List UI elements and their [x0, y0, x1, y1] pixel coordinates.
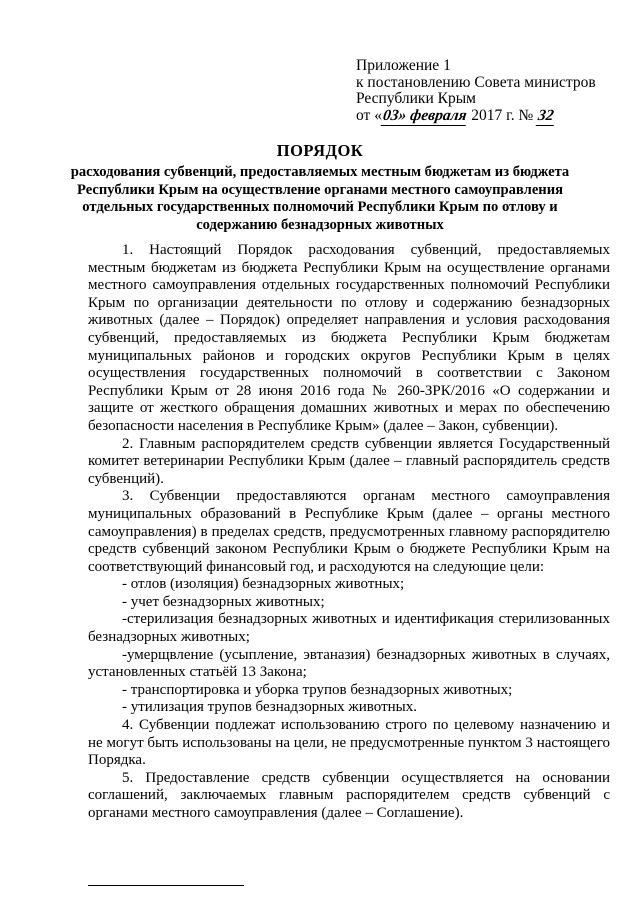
appendix-council: Республики Крым — [356, 90, 476, 107]
list-item: -умерщвление (усыпление, эвтаназия) безнадзорных животных в случаях, установленных статьёй 13 Закона; — [88, 646, 610, 681]
date-prefix: от « — [356, 106, 382, 124]
list-item: - транспортировка и уборка трупов безнадзорных животных; — [122, 681, 513, 698]
footnote-separator — [88, 885, 244, 886]
document-title: ПОРЯДОК — [276, 141, 364, 160]
handwritten-date: 03» февраля — [381, 106, 468, 124]
paragraph-3: 3. Субвенции предоставляются органам местного самоуправления муниципальных образований в Республике Крым (далее – органы местного самоуправления) в пределах средств, предусмотренных главному распорядителю средств субвенций законом Республики Крым о бюджете Республики Крым на соответствующий финансовый год, и расходуются на следующие цели: — [88, 488, 610, 575]
paragraph-1: 1. Настоящий Порядок расходования субвенций, предоставляемых местным бюджетам из бюджета Республики Крым на осуществление органами местного самоуправления отдельных государственных полномочий Республики Крым по организации деятельности по отлову и содержанию безнадзорных животных (далее – Порядок) определяет направления и условия расходования субвенций, предоставляемых из бюджета Республики Крым бюджетам муниципальных районов и городских округов Республики Крым в целях осуществления государственных полномочий в соответствии с Законом Республики Крым от 28 июня 2016 года № 260-ЗРК/2016 «О содержании и защите от жесткого обращения домашних животных и мерах по обеспечению безопасности населения в Республике Крым» (далее – Закон, субвенции). — [88, 242, 610, 434]
appendix-header — [356, 58, 626, 125]
paragraph-5: 5. Предоставление средств субвенции осуществляется на основании соглашений, заключаемых главным распорядителем средств субвенций с органами местного самоуправления (далее – Соглашение). — [88, 769, 610, 821]
handwritten-number: 32 — [537, 106, 556, 124]
date-suffix: 2017 г. № — [467, 106, 538, 124]
appendix-number: Приложение 1 — [356, 57, 451, 74]
list-item: - учет безнадзорных животных; — [122, 593, 325, 610]
appendix-resolution: к постановлению Совета министров — [356, 73, 596, 91]
list-item: - отлов (изоляция) безнадзорных животных; — [122, 576, 405, 593]
list-item: - утилизация трупов безнадзорных животных. — [122, 699, 418, 716]
paragraph-4: 4. Субвенции подлежат использованию строго по целевому назначению и не могут быть использованы на цели, не предусмотренные пунктом 3 настоящего Порядка. — [88, 717, 610, 769]
document-body — [88, 242, 610, 823]
appendix-date-line — [356, 108, 626, 126]
list-item: -стерилизация безнадзорных животных и идентификация стерилизованных безнадзорных животных; — [88, 611, 610, 646]
document-subtitle: расходования субвенций, предоставляемых местным бюджетам из бюджета Республики Крым на осуществление органами местного самоуправления отдельных государственных полномочий Республики Крым по отлову и содержанию безнадзорных животных — [70, 164, 570, 233]
paragraph-2: 2. Главным распорядителем средств субвенции является Государственный комитет ветеринарии Республики Крым (далее – главный распорядитель средств субвенций). — [88, 435, 610, 487]
